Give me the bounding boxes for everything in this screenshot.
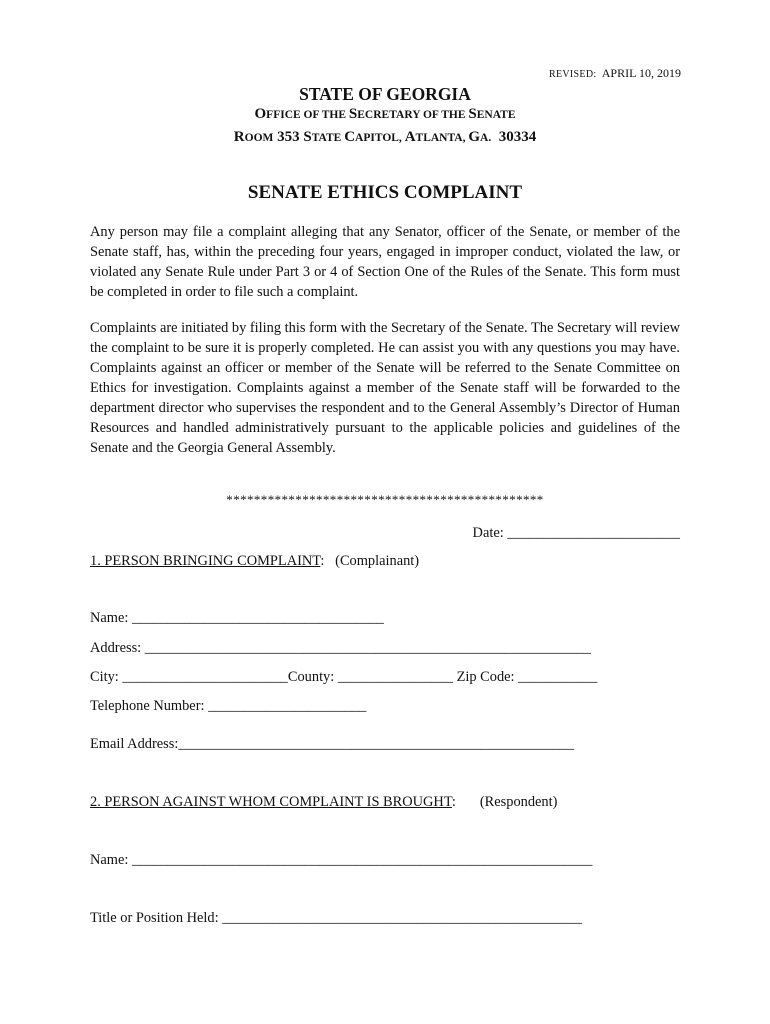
- revised-label: REVISED:: [549, 69, 597, 80]
- date-field[interactable]: Date: ________________________: [472, 525, 680, 541]
- page-title: SENATE ETHICS COMPLAINT: [247, 182, 523, 203]
- revised-date: [549, 66, 681, 81]
- section-respondent-heading: 2. PERSON AGAINST WHOM COMPLAINT IS BROUGHT: (Respondent): [90, 794, 558, 810]
- complainant-telephone-field[interactable]: Telephone Number: ______________________: [90, 698, 367, 714]
- intro-paragraph: Any person may file a complaint alleging that any Senator, officer of the Senate, or member of the Senate staff, has, within the preceding four years, engaged in improper conduct, violated the law, or violated any Senate Rule under Part 3 or 4 of Section One of the Rules of the Senate. This form must be completed in order to file such a complaint.: [90, 224, 680, 300]
- complainant-email-field[interactable]: Email Address:_______________________________________________________: [90, 736, 575, 752]
- separator-stars: **********************************************: [226, 492, 544, 507]
- header-state: STATE OF GEORGIA: [299, 84, 471, 104]
- revised-date-value: APRIL 10, 2019: [601, 66, 681, 80]
- complainant-address-field[interactable]: Address: ______________________________________________________________: [90, 640, 591, 656]
- process-paragraph: Complaints are initiated by filing this form with the Secretary of the Senate. The Secretary will review the complaint to be sure it is properly completed. He can assist you with any questions you may have. Complaints against an officer or member of the Senate will be referred to the Senate Committee on Ethics for investigation. Complaints against a member of the Senate staff will be forwarded to the department director who supervises the respondent and to the General Assembly’s Director of Human Resources and handled administratively pursuant to the applicable policies and guidelines of the Senate and the Georgia General Assembly.: [90, 320, 680, 456]
- respondent-name-field[interactable]: Name: ________________________________________________________________: [90, 852, 593, 868]
- respondent-title-field[interactable]: Title or Position Held: __________________________________________________: [90, 910, 582, 926]
- section2-note: (Respondent): [479, 794, 558, 810]
- section1-note: (Complainant): [335, 553, 420, 569]
- header-address: ROOM 353 STATE CAPITOL, ATLANTA, GA. 30334: [233, 129, 537, 145]
- complainant-name-field[interactable]: Name: ___________________________________: [90, 610, 384, 626]
- section1-label: 1. PERSON BRINGING COMPLAINT: [90, 553, 321, 569]
- section-complainant-heading: 1. PERSON BRINGING COMPLAINT: (Complainant): [90, 553, 420, 569]
- complainant-city-county-zip-field[interactable]: City: _______________________County: ________________ Zip Code: ___________: [90, 669, 598, 685]
- header-office: OFFICE OF THE SECRETARY OF THE SENATE: [254, 106, 516, 122]
- section2-label: 2. PERSON AGAINST WHOM COMPLAINT IS BROUGHT: [90, 794, 452, 810]
